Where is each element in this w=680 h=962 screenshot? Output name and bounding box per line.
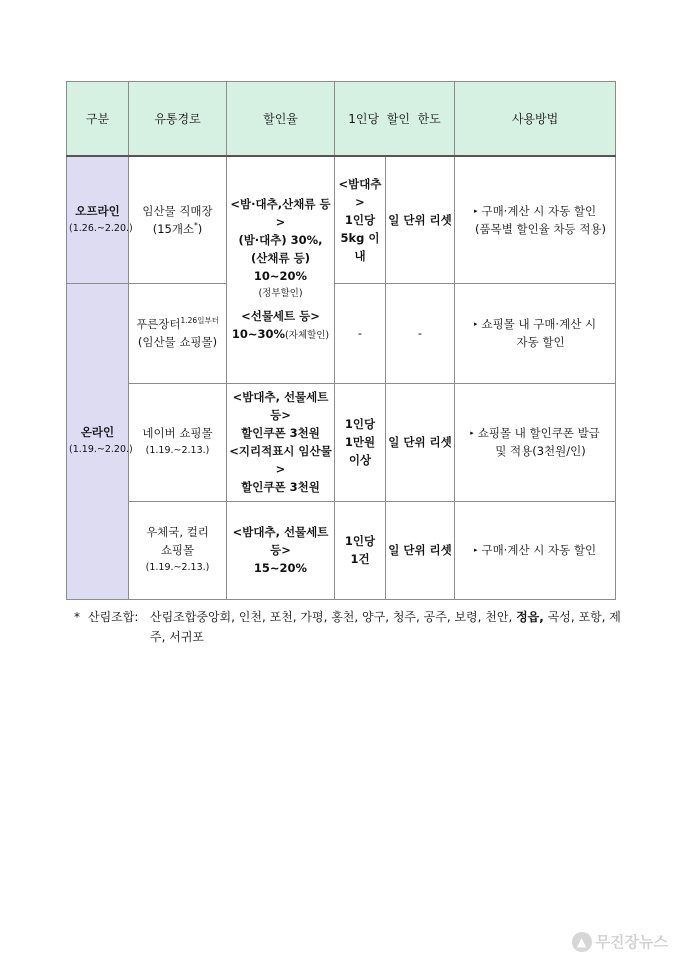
bullet-icon: ▸: [473, 546, 478, 554]
footnote-text: 산림조합중앙회, 인천, 포천, 가평, 홍천, 양구, 청주, 공주, 보령, 천안, 정읍, 곡성, 포항, 제주, 서귀포: [150, 610, 621, 644]
channel-green-market-name: 푸른장터$^{1.26일부터}$: [136, 316, 219, 331]
discount-table: [66, 81, 616, 600]
channel-green-market-sub: (임산물 쇼핑몰): [137, 335, 218, 349]
usage-post-line1: 구매·계산 시 자동 할인: [481, 543, 597, 557]
limit-post-line1: 1인당: [344, 534, 376, 548]
rate-shared-line3: (산채류 등) 10~20%: [251, 250, 310, 283]
usage-green-market-line2: 자동 할인: [516, 335, 565, 349]
channel-post-period: (1.19.~2.13.): [145, 562, 210, 573]
rate-post-line1: <밤대추, 선물세트 등>: [232, 525, 329, 557]
rate-shared-line4: (정부할인): [258, 287, 303, 299]
limit-naver-line1: 1인당: [344, 417, 376, 431]
rate-naver-line4: 할인쿠폰 3천원: [241, 480, 320, 494]
header-discount-rate: 할인율: [227, 82, 335, 157]
usage-forest-store-line1: 구매·계산 시 자동 할인: [481, 203, 597, 218]
limit-forest-store-line3: 5kg 이내: [340, 230, 380, 263]
limit-naver-line3: 이상: [348, 453, 372, 467]
rate-post-line2: 15~20%: [253, 561, 308, 575]
channel-naver-period: (1.19.~2.13.): [145, 445, 210, 456]
reset-forest-store: 일 단위 리셋: [386, 156, 455, 283]
category-offline: [67, 156, 133, 283]
channel-post-sub: 쇼핑몰: [160, 543, 195, 557]
header-limit: 1인당 할인 한도: [335, 82, 455, 157]
rate-shared-line5: <선물세트 등>: [241, 308, 320, 323]
footnote-label: 산림조합:: [88, 610, 139, 624]
header-usage: 사용방법: [455, 82, 616, 157]
header-channel: 유통경로: [129, 82, 227, 157]
channel-naver-name: 네이버 쇼핑몰: [142, 426, 213, 440]
limit-post: [335, 501, 386, 599]
category-offline-name: 오프라인: [75, 203, 120, 218]
usage-forest-store: [455, 156, 616, 283]
channel-post: [129, 501, 227, 599]
rate-shared-line6: 10~30%(자체할인): [231, 326, 330, 341]
category-online-name: 온라인: [80, 425, 115, 439]
watermark: [572, 931, 668, 952]
usage-naver: [455, 383, 616, 501]
category-online: [67, 283, 133, 599]
watermark-text: 무진장뉴스: [595, 933, 668, 951]
discount-rate-shared: [227, 156, 335, 383]
rate-shared-line1: <밤·대추,산채류 등>: [230, 196, 331, 229]
usage-green-market-line1: 쇼핑몰 내 구매·계산 시: [481, 317, 597, 331]
category-offline-period: (1.26.~2.20.): [69, 222, 133, 234]
mountain-logo-icon: ▲: [572, 932, 592, 952]
bullet-icon: ▸: [473, 206, 478, 215]
rate-naver-line1: <밤대추, 선물세트 등>: [232, 390, 329, 422]
rate-naver-line2: 할인쿠폰 3천원: [241, 426, 320, 440]
reset-post: 일 단위 리셋: [386, 501, 455, 599]
limit-forest-store-line1: <밤대추>: [338, 176, 382, 209]
limit-naver-line2: 1만원: [344, 435, 376, 449]
usage-naver-line1: 쇼핑몰 내 할인쿠폰 발급: [477, 426, 600, 440]
reset-green-market: -: [386, 283, 455, 383]
header-category: 구분: [67, 82, 129, 157]
reset-naver: 일 단위 리셋: [386, 383, 455, 501]
discount-rate-naver: [227, 383, 335, 501]
limit-green-market: -: [335, 283, 386, 383]
channel-forest-store-count: (15개소*): [152, 220, 203, 236]
table-header-row: [67, 82, 616, 157]
rate-shared-line2: (밤·대추) 30%,: [238, 232, 323, 247]
limit-forest-store-line2: 1인당: [344, 212, 376, 227]
rate-naver-line3: <지리적표시 임산물>: [229, 444, 332, 476]
footnote-star: *: [74, 610, 80, 624]
channel-post-name: 우체국, 컬리: [146, 525, 209, 539]
table-row-forest-store: [67, 156, 616, 283]
channel-naver: [129, 383, 227, 501]
limit-forest-store: [335, 156, 386, 283]
limit-post-line2: 1건: [350, 552, 370, 566]
bullet-icon: ▸: [473, 320, 478, 328]
bullet-icon: ▸: [470, 429, 474, 437]
usage-green-market: [455, 283, 616, 383]
usage-forest-store-line2: (품목별 할인율 차등 적용): [475, 221, 607, 236]
usage-post: [455, 501, 616, 599]
table-row-naver: [67, 383, 616, 501]
usage-naver-line2: 및 적용(3천원/인): [495, 444, 586, 458]
discount-rate-post: [227, 501, 335, 599]
limit-naver: [335, 383, 386, 501]
channel-green-market: [129, 283, 227, 383]
table-row-post: [67, 501, 616, 599]
channel-forest-store-name: 임산물 직매장: [142, 203, 213, 218]
category-online-period: (1.19.~2.20.): [69, 444, 133, 455]
channel-forest-store: [129, 156, 227, 283]
table-row-green-market: [67, 283, 616, 383]
